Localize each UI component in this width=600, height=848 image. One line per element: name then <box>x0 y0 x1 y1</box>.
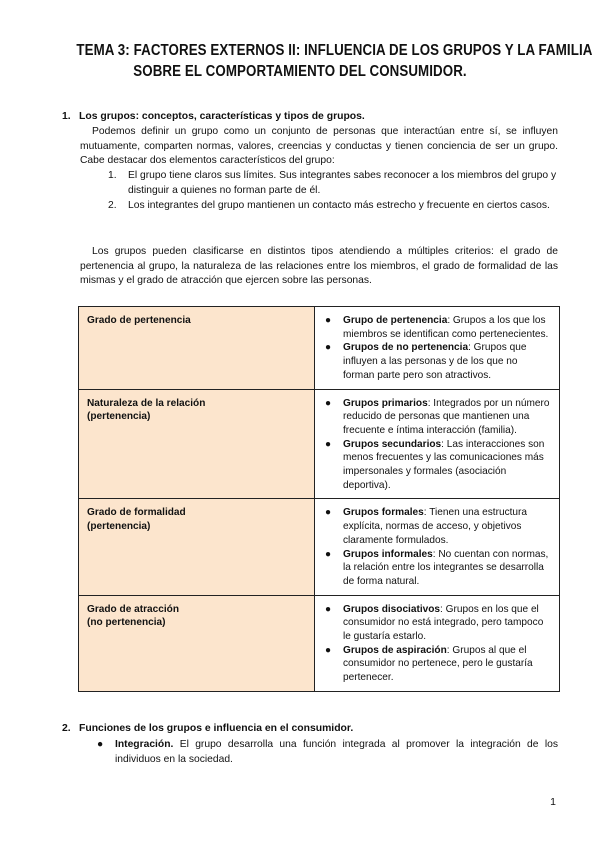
category-cell <box>79 499 315 595</box>
bullet-item <box>323 548 551 589</box>
group-types-table <box>78 306 560 692</box>
group-term: Grupos formales <box>343 507 424 519</box>
group-term: Grupos disociativos <box>343 603 441 615</box>
section-1-classification-paragraph: Los grupos pueden clasificarse en distintos tipos atendiendo a múltiples criterios: el grado de pertenencia al grupo, la naturaleza de las relaciones entre los miembros, el grado de formalidad de las mismas y el grado de atracción que ejercen sobre las personas. <box>80 246 558 286</box>
group-definition: : Integrados por un número reducido de personas que mantienen una frecuente e íntima interacción (familia). <box>343 397 550 436</box>
description-cell <box>315 389 560 499</box>
description-cell <box>315 307 560 390</box>
section-2-number: 2. <box>62 723 71 734</box>
document-title <box>76 40 593 82</box>
table-row <box>79 499 560 595</box>
category-cell <box>79 595 315 691</box>
bullet-icon: ● <box>325 603 332 615</box>
bullet-icon: ● <box>325 507 332 519</box>
category-sublabel: (no pertenencia) <box>87 617 166 629</box>
category-sublabel: (pertenencia) <box>87 521 151 533</box>
category-label: Grado de pertenencia <box>87 315 191 326</box>
category-sublabel: (pertenencia) <box>87 411 151 423</box>
bullet-item <box>323 314 551 341</box>
bullet-icon: ● <box>325 438 332 450</box>
section-2-title: Funciones de los grupos e influencia en el consumidor. <box>79 723 354 734</box>
description-cell <box>315 595 560 691</box>
table-row <box>79 595 560 691</box>
bullet-item <box>323 438 551 493</box>
category-cell <box>79 307 315 390</box>
group-term: Grupos secundarios <box>343 438 442 450</box>
group-term: Grupo de pertenencia <box>343 315 448 326</box>
group-definition: : Grupos a los que los miembros se identifican como pertenecientes. <box>343 315 549 340</box>
group-term: Grupos primarios <box>343 397 428 409</box>
list-item-number: 2. <box>108 200 117 211</box>
table-row <box>79 389 560 499</box>
bullet-term: Integración. <box>115 739 174 750</box>
bullet-icon: ● <box>325 644 332 656</box>
group-definition: : Grupos en los que el consumidor no está integrado, pero tampoco le gustaría estarlo. <box>343 603 544 643</box>
section-1-title: Los grupos: conceptos, características y tipos de grupos. <box>79 111 365 122</box>
list-item-number: 1. <box>108 170 117 181</box>
description-cell <box>315 499 560 595</box>
bullet-item <box>323 603 551 644</box>
bullet-icon: ● <box>97 739 104 750</box>
page-number: 1 <box>550 796 556 808</box>
title-line-2: SOBRE EL COMPORTAMIENTO DEL CONSUMIDOR. <box>133 63 467 80</box>
bullet-icon: ● <box>325 315 332 326</box>
list-item <box>108 199 558 214</box>
bullet-icon: ● <box>325 342 332 354</box>
table-row <box>79 307 560 390</box>
group-term: Grupos de aspiración <box>343 644 447 656</box>
integration-bullet <box>97 738 558 767</box>
category-label: Naturaleza de la relación <box>87 397 206 409</box>
section-1-number: 1. <box>62 111 71 122</box>
title-line-1: TEMA 3: FACTORES EXTERNOS II: INFLUENCIA DE LOS GRUPOS Y LA FAMILIA <box>76 42 593 59</box>
category-label: Grado de atracción <box>87 603 179 615</box>
list-item-text: El grupo tiene claros sus límites. Sus integrantes sabes reconocer a los miembros del grupo y distinguir a quienes no forman parte de él. <box>128 170 557 196</box>
bullet-icon: ● <box>325 397 332 409</box>
characteristics-list <box>108 169 558 215</box>
bullet-text: El grupo desarrolla una función integrada al promover la integración de los individuos en la sociedad. <box>115 739 558 765</box>
list-item-text: Los integrantes del grupo mantienen un contacto más estrecho y frecuente en ciertos casos. <box>128 200 550 211</box>
section-1-intro: Podemos definir un grupo como un conjunto de personas que interactúan entre sí, se influyen mutuamente, comparten normas, valores, creencias y conductas y tienen conciencia de ser un grupo. Cabe destacar dos elementos característicos del grupo: <box>80 126 558 166</box>
group-definition: : Tienen una estructura explícita, normas de acceso, y objetivos claramente formulados. <box>343 507 528 546</box>
group-definition: : No cuentan con normas, la relación entre los integrantes se desarrolla de forma natural. <box>343 548 549 587</box>
list-item <box>108 169 558 198</box>
category-label: Grado de formalidad <box>87 507 186 519</box>
group-definition: : Grupos al que el consumidor no pertenece, pero le gustaría pertenecer. <box>343 644 533 684</box>
bullet-item <box>323 341 551 382</box>
bullet-item <box>323 397 551 438</box>
bullet-item <box>323 644 551 685</box>
group-term: Grupos informales <box>343 548 433 560</box>
group-definition: : Las interacciones son menos frecuentes y las comunicaciones más impersonales y formales (asociación deportiva). <box>343 438 545 491</box>
bullet-icon: ● <box>325 548 332 560</box>
group-definition: : Grupos que influyen a las personas y de los que no forman parte pero son atractivos. <box>343 342 527 381</box>
category-cell <box>79 389 315 499</box>
bullet-item <box>323 506 551 547</box>
group-term: Grupos de no pertenencia <box>343 342 469 354</box>
